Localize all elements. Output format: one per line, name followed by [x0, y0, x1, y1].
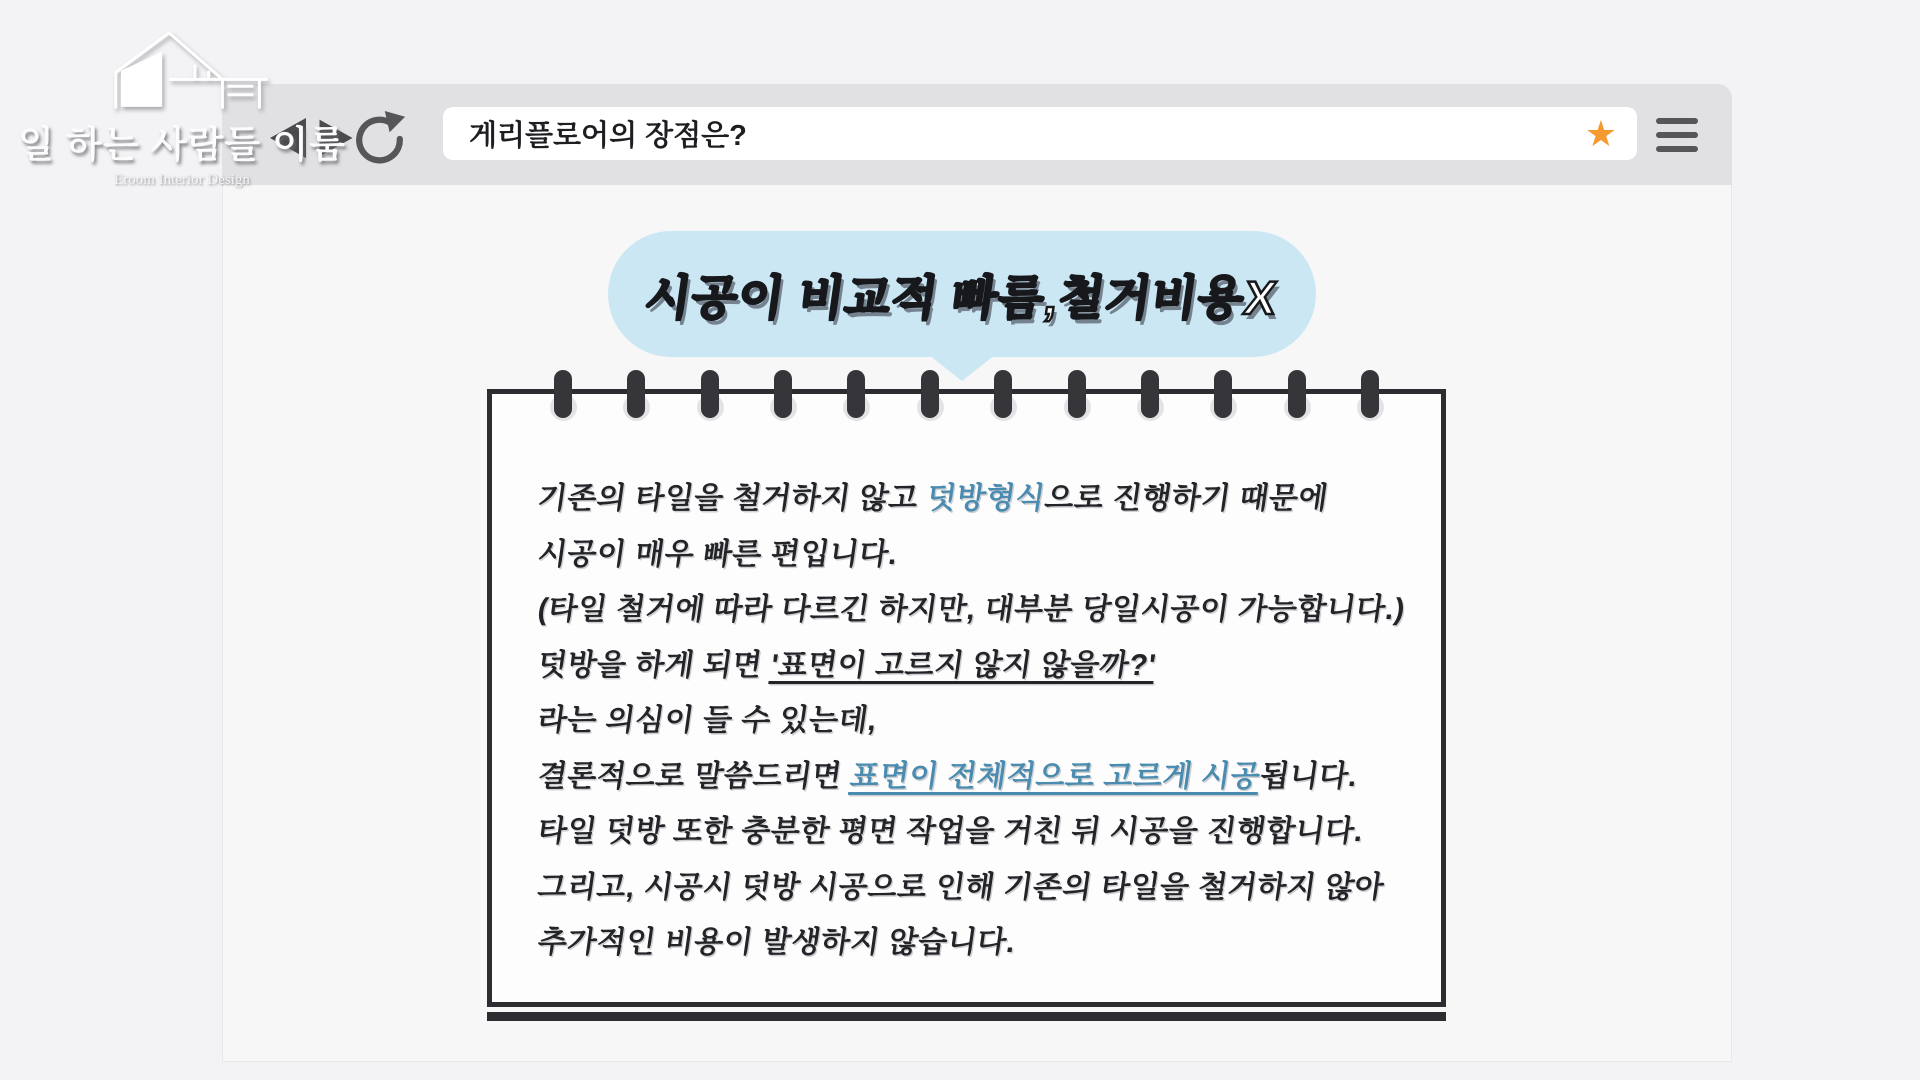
spiral-ring — [988, 370, 1018, 428]
back-triangle-icon — [264, 114, 312, 162]
ring-pin — [1288, 370, 1306, 418]
note-text: 타일 덧방 또한 충분한 평면 작업을 거친 뒤 시공을 진행합니다. — [535, 815, 1366, 848]
spiral-ring — [1062, 370, 1092, 428]
note-highlight-text: '표면이 고르지 않지 않을까?' — [768, 648, 1159, 682]
spiral-ring — [1282, 370, 1312, 428]
note-line — [534, 527, 1419, 583]
bubble-title: 시공이 비교적 빠름,철거비용X — [642, 270, 1281, 324]
note-line — [534, 582, 1419, 638]
spiral-ring — [1135, 370, 1165, 428]
refresh-button[interactable] — [350, 110, 408, 168]
ring-pin — [847, 370, 865, 418]
note-line — [534, 471, 1419, 527]
note-text: 결론적으로 말씀드리면 — [535, 759, 853, 793]
note-text: 으로 진행하기 때문에 — [1042, 482, 1331, 515]
note-text: 됩니다. — [1257, 759, 1360, 793]
search-input[interactable] — [443, 117, 1585, 150]
ring-pin — [1141, 370, 1159, 418]
spiral-ring — [1208, 370, 1238, 428]
hamburger-bar — [1656, 118, 1698, 124]
ring-pin — [1068, 370, 1086, 418]
spiral-ring — [695, 370, 725, 428]
ring-pin — [701, 370, 719, 418]
ring-pin — [994, 370, 1012, 418]
ring-pin — [554, 370, 572, 418]
hamburger-bar — [1656, 146, 1698, 152]
ring-pin — [1361, 370, 1379, 418]
spiral-ring — [915, 370, 945, 428]
note-text: 그리고, 시공시 덧방 시공으로 인해 기존의 타일을 철거하지 않아 — [535, 870, 1387, 904]
spiral-ring — [1355, 370, 1385, 428]
spiral-ring — [841, 370, 871, 428]
note-highlight-text: 표면이 전체적으로 고르게 시공 — [848, 759, 1263, 793]
notebook-bottom-edge — [487, 1012, 1446, 1021]
note-line — [534, 860, 1419, 916]
search-bar — [443, 107, 1637, 160]
browser-toolbar — [222, 84, 1732, 185]
bookmark-star-icon[interactable]: ★ — [1584, 112, 1617, 154]
ring-pin — [921, 370, 939, 418]
note-text: 기존의 타일을 철거하지 않고 — [535, 482, 930, 515]
spiral-ring — [548, 370, 578, 428]
note-text: 추가적인 비용이 발생하지 않습니다. — [535, 926, 1018, 959]
note-highlight-text: 덧방형식 — [924, 482, 1048, 515]
note-line — [534, 804, 1419, 860]
note-text: 덧방을 하게 되면 — [535, 648, 774, 682]
refresh-circular-arrow-icon — [350, 110, 408, 168]
ring-pin — [627, 370, 645, 418]
spiral-rings — [492, 370, 1441, 428]
logo-subtext: Eroom Interior Design — [114, 172, 250, 188]
spiral-ring — [621, 370, 651, 428]
note-text: (타일 철거에 따라 다르긴 하지만, 대부분 당일시공이 가능합니다.) — [535, 593, 1408, 626]
speech-bubble — [608, 231, 1316, 357]
note-line — [534, 693, 1419, 749]
ring-pin — [1214, 370, 1232, 418]
note-text: 시공이 매우 빠른 편입니다. — [535, 537, 900, 571]
spiral-ring — [768, 370, 798, 428]
hamburger-menu-button[interactable] — [1654, 114, 1700, 156]
hamburger-bar — [1656, 132, 1698, 138]
logo-text: 일 하는 사람들 이룸 — [18, 124, 346, 165]
note-text: 라는 의심이 들 수 있는데, — [535, 704, 880, 737]
note-text-block — [492, 394, 1441, 971]
note-line — [534, 638, 1419, 694]
ring-pin — [774, 370, 792, 418]
back-button[interactable] — [264, 114, 312, 162]
note-line — [534, 749, 1419, 805]
note-line — [534, 915, 1419, 971]
notebook-card — [487, 389, 1446, 1007]
